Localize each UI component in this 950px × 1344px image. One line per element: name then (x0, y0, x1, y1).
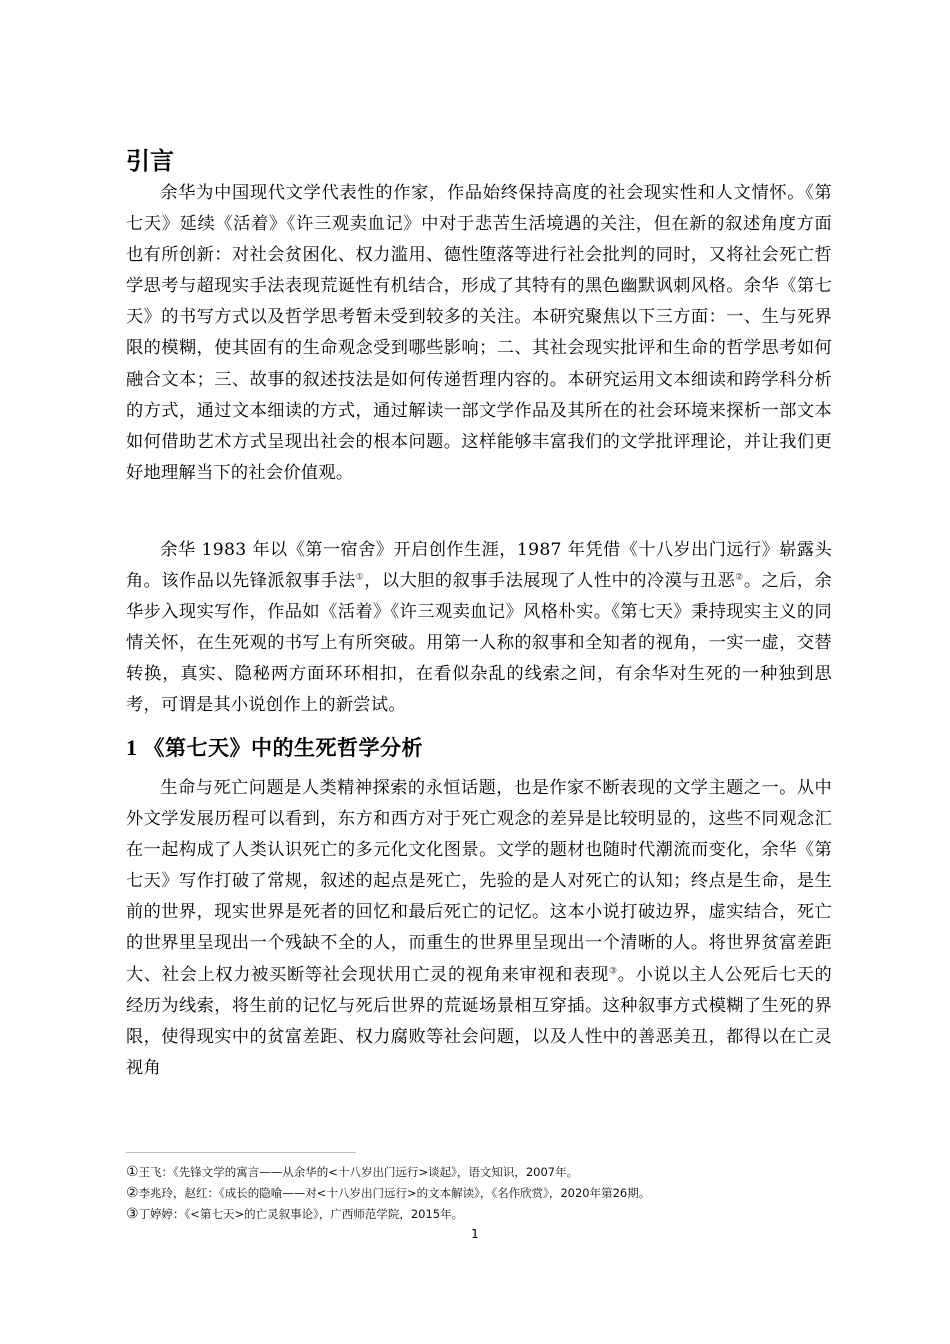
footnote-separator (126, 1152, 356, 1153)
footnote-ref-1[interactable]: ① (355, 572, 365, 583)
section-heading-1 (126, 729, 423, 767)
footnote-text: 李兆玲，赵红：《成长的隐喻——对<十八岁出门远行>的文本解读》，《名作欣赏》，2020年第26期。 (138, 1186, 651, 1200)
page-number: 1 (471, 1227, 479, 1241)
section-1-paragraph-text-a: 生命与死亡问题是人类精神探索的永恒话题，也是作家不断表现的文学主题之一。从中外文学发展历程可以看到，东方和西方对于死亡观念的差异是比较明显的，这些不同观念汇在一起构成了人类认识死亡的多元化文化图景。文学的题材也随时代潮流而变化，余华《第七天》写作打破了常规，叙述的起点是死亡，先验的是人对死亡的认知；终点是生命，是生前的世界，现实世界是死者的回忆和最后死亡的记忆。这本小说打破边界，虚实结合，死亡的世界里呈现出一个残缺不全的人，而重生的世界里呈现出一个清晰的人。将世界贫富差距大、社会上权力被买断等社会现状用亡灵的视角来审视和表现 (126, 778, 832, 985)
section-heading-intro: 引言 (126, 147, 174, 175)
footnote-mark: ② (126, 1185, 139, 1201)
footnotes (126, 1162, 846, 1225)
section-1-paragraph (126, 773, 832, 1084)
footnote-mark: ① (126, 1164, 139, 1180)
section-number: 1 (126, 735, 138, 760)
intro-paragraph-2-text-c: 。之后，余华步入现实写作，作品如《活着》《许三观卖血记》风格朴实。《第七天》秉持现实主义的同情关怀，在生死观的书写上有所突破。用第一人称的叙事和全知者的视角，一实一虚，交替转换，真实、隐秘两方面环环相扣，在看似杂乱的线索之间，有余华对生死的一种独到思考，可谓是其小说创作上的新尝试。 (126, 571, 833, 716)
footnote-text: 王飞：《先锋文学的寓言——从余华的<十八岁出门远行>谈起》，语文知识，2007年。 (138, 1165, 579, 1179)
intro-paragraph-1: 余华为中国现代文学代表性的作家，作品始终保持高度的社会现实性和人文情怀。《第七天》延续《活着》《许三观卖血记》中对于悲苦生活境遇的关注，但在新的叙述角度方面也有所创新：对社会贫困化、权力滥用、德性堕落等进行社会批判的同时，又将社会死亡哲学思考与超现实手法表现荒诞性有机结合，形成了其特有的黑色幽默讽刺风格。余华《第七天》的书写方式以及哲学思考暂未受到较多的关注。本研究聚焦以下三方面：一、生与死界限的模糊，使其固有的生命观念受到哪些影响；二、其社会现实批评和生命的哲学思考如何融合文本；三、故事的叙述技法是如何传递哲理内容的。本研究运用文本细读和跨学科分析的方式，通过文本细读的方式，通过解读一部文学作品及其所在的社会环境来探析一部文本如何借助艺术方式呈现出社会的根本问题。这样能够丰富我们的文学批评理论，并让我们更好地理解当下的社会价值观。 (126, 183, 832, 483)
footnote-text: 丁婷婷：《<第七天>的亡灵叙事论》，广西师范学院，2015年。 (138, 1207, 464, 1221)
intro-paragraph-2-text-b: ，以大胆的叙事手法展现了人性中的冷漠与丑恶 (364, 571, 736, 592)
footnote-item (126, 1183, 846, 1204)
footnote-ref-3[interactable]: ③ (608, 965, 618, 976)
section-title: 《第七天》中的生死哲学分析 (143, 736, 423, 760)
intro-paragraph-2 (126, 535, 832, 722)
section-1-paragraph-text-b: 。小说以主人公死后七天的经历为线索，将生前的记忆与死后世界的荒诞场景相互穿插。这种叙事方式模糊了生死的界限，使得现实中的贫富差距、权力腐败等社会问题，以及人性中的善恶美丑，都得以在亡灵视角 (126, 964, 832, 1078)
footnote-item (126, 1162, 846, 1183)
footnote-item (126, 1204, 846, 1225)
footnote-mark: ③ (126, 1206, 139, 1222)
intro-paragraph-2-text-a: 余华 1983 年以《第一宿舍》开启创作生涯，1987 年凭借《十八岁出门远行》崭露头角。该作品以先锋派叙事手法 (126, 540, 832, 592)
footnote-ref-2[interactable]: ② (735, 572, 744, 583)
